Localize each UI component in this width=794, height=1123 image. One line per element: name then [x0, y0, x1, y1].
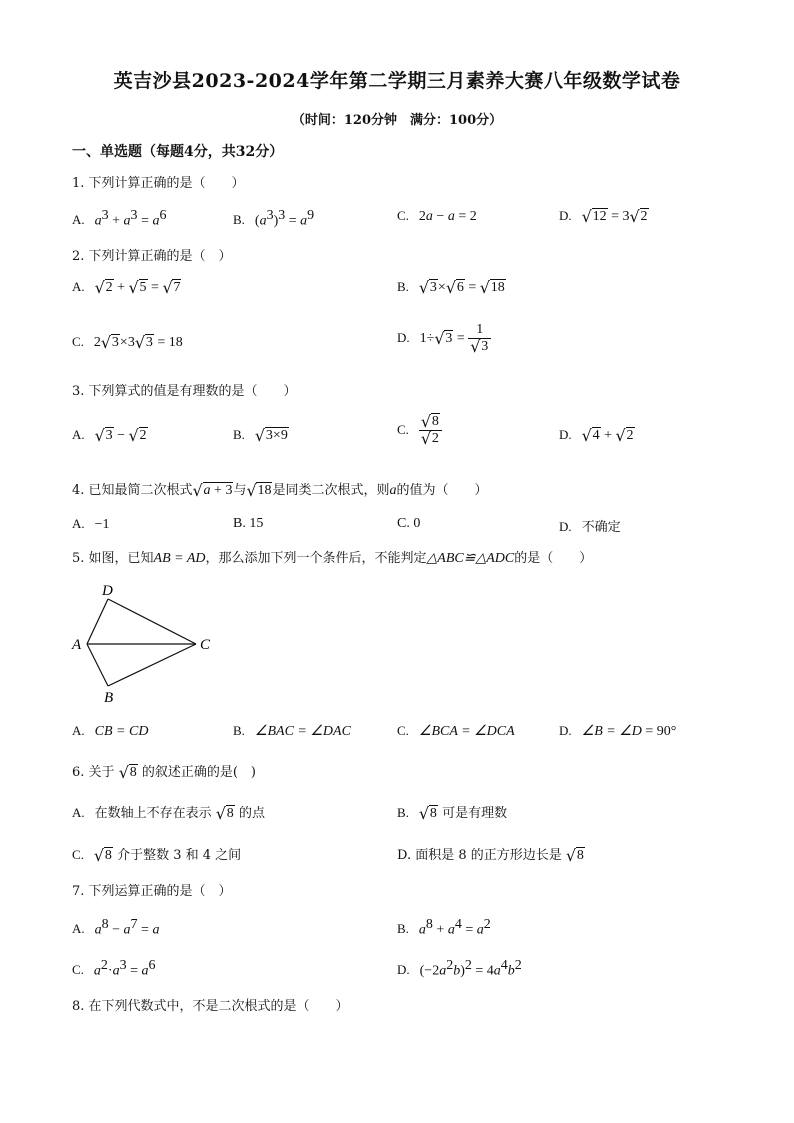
- label-d: D: [102, 583, 113, 599]
- q1-option-d: D.√ 12 = 3√ 2: [559, 208, 649, 225]
- question-2-stem: 2. 下列计算正确的是（ ）: [72, 249, 232, 264]
- q4-option-d: D. 不确定: [559, 519, 621, 535]
- q2-option-d: D. 1÷√ 3 = 1 √ 3: [397, 322, 491, 355]
- q2-option-a: A.√ 2 + √ 5 = √ 7: [72, 279, 181, 296]
- question-7-stem: 7. 下列运算正确的是（ ）: [72, 884, 232, 899]
- edge-dc: [108, 599, 196, 644]
- q3-option-b: B.√ 3×9: [233, 427, 289, 444]
- label-b: B: [104, 690, 114, 706]
- q7-option-c: C. $a^2\cdot a^3 = a^6$: [72, 958, 156, 979]
- question-1-stem: 1. 下列计算正确的是（ ）: [72, 176, 245, 191]
- q1-option-a: A. $a^3 + a^3 = a^6$: [72, 208, 167, 229]
- edge-ab: [87, 644, 108, 686]
- q5-option-b: B. ∠BAC = ∠DAC: [233, 723, 351, 739]
- edge-ad: [87, 599, 108, 644]
- q6-option-a: A. 在数轴上不存在表示 √ 8 的点: [72, 802, 265, 822]
- q5-option-c: C. ∠BCA = ∠DCA: [397, 723, 515, 739]
- q2-option-c: C. 2√ 3×3√ 3 = 18: [72, 334, 183, 351]
- q7-option-b: B. $a^8 + a^4 = a^2$: [397, 917, 491, 938]
- q6-option-c: C.√ 8 介于整数 3 和 4 之间: [72, 844, 241, 864]
- q3-option-a: A.√ 3 − √ 2: [72, 427, 148, 444]
- q4-option-a: A. −1: [72, 516, 110, 532]
- question-5-stem: 5. 如图，已知AB = AD，那么添加下列一个条件后，不能判定△ABC≌△ADC的是（ ）: [72, 551, 593, 566]
- q5-option-d: D. ∠B = ∠D = 90°: [559, 723, 677, 739]
- q6-option-d: D. 面积是 8 的正方形边长是 √ 8: [397, 844, 585, 864]
- label-c: C: [200, 637, 211, 653]
- q4-option-c: C. 0: [397, 516, 421, 531]
- exam-title: 英吉沙县2023-2024学年第二学期三月素养大赛八年级数学试卷: [113, 70, 681, 92]
- label-a: A: [72, 637, 82, 653]
- exam-subtitle: （时间：120分钟 满分：100分）: [291, 113, 503, 128]
- q5-option-a: A. CB = CD: [72, 723, 149, 739]
- section-heading: 一、单选题（每题4分，共32分）: [72, 144, 284, 160]
- question-6-stem: 6. 关于 √ 8 的叙述正确的是( ): [72, 761, 256, 781]
- q3-option-d: D.√ 4 + √ 2: [559, 427, 635, 444]
- q4-option-b: B. 15: [233, 516, 264, 531]
- edge-bc: [108, 644, 196, 686]
- q3-option-c: C. √ 8 √ 2: [397, 414, 442, 447]
- q6-option-b: B.√ 8 可是有理数: [397, 802, 507, 822]
- question-3-stem: 3. 下列算式的值是有理数的是（ ）: [72, 384, 297, 399]
- question-8-stem: 8. 在下列代数式中，不是二次根式的是（ ）: [72, 999, 349, 1014]
- triangle-figure: [66, 578, 226, 708]
- question-4-stem: 4. 已知最简二次根式√ a + 3与√ 18是同类二次根式，则a的值为（ ）: [72, 479, 488, 499]
- q7-option-a: A. $a^8 - a^7 = a$: [72, 917, 160, 938]
- q1-option-c: C. 2a − a = 2: [397, 208, 477, 224]
- q2-option-b: B.√ 3×√ 6 = √ 18: [397, 279, 506, 296]
- q7-option-d: D. $(-2a^2b)^2 = 4a^4b^2$: [397, 958, 522, 979]
- q1-option-b: B. $(a^3)^3 = a^9$: [233, 208, 315, 229]
